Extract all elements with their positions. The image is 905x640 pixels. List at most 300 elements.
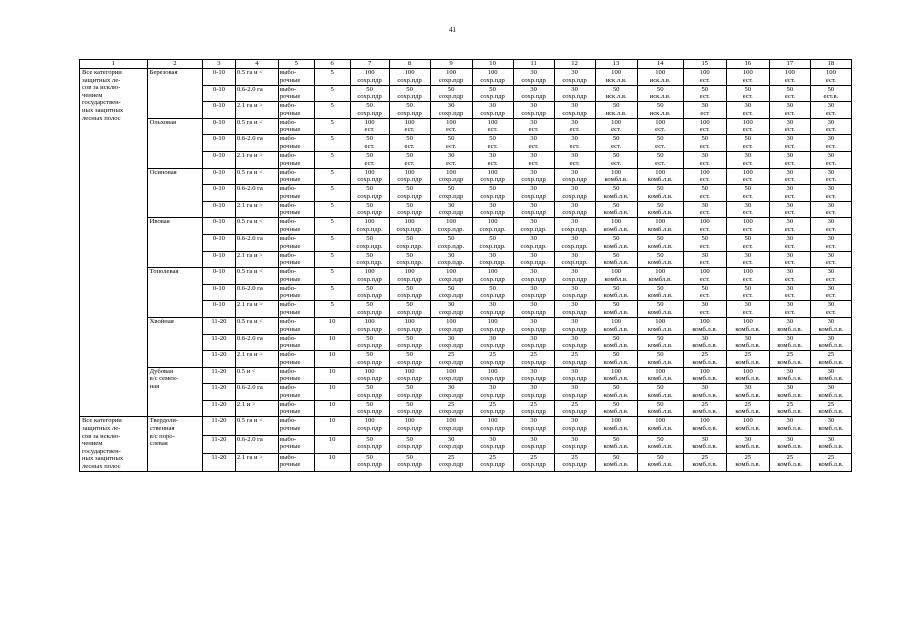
cell-line: 50 (366, 453, 373, 461)
cell-line: 100 (655, 168, 666, 176)
area-cell: 0.5 га и < (235, 218, 278, 235)
cell-line: выбо- (279, 135, 297, 143)
cell-line: сохр.пдр (521, 76, 546, 84)
cell-line: 50 (366, 102, 373, 110)
cell-line: комб.л.в. (647, 443, 673, 451)
cell-line: 100 (784, 69, 795, 76)
column-header: 2 (147, 60, 202, 69)
cell-line: сохр.пдр (480, 176, 505, 184)
value-cell (637, 102, 683, 119)
cell-line: сохр.пдр (480, 425, 505, 433)
cell-line: ест (700, 109, 710, 117)
cell-line: комб.л.в. (735, 391, 761, 399)
cell-line: сохр.пдр (521, 408, 546, 416)
cell-line: комб.л.в. (692, 375, 718, 383)
cell-line: 100 (446, 317, 457, 325)
cell-line: 30 (786, 268, 794, 276)
cell-line: сохр.пдр (397, 176, 422, 184)
cell-line: 50 (366, 435, 373, 443)
value-cell (554, 334, 595, 351)
area-cell: 2.1 га и > (235, 251, 278, 268)
cell-line: 30 (447, 301, 455, 309)
cell-line: комб.л.в. (603, 192, 629, 200)
cell-line: 50 (656, 102, 664, 110)
value-cell (595, 284, 637, 301)
value-cell (683, 417, 726, 435)
cell-line: 50 (366, 151, 373, 159)
cell-line: сохр.пдр (521, 292, 546, 300)
value-cell (554, 185, 595, 202)
value-cell (472, 351, 513, 368)
value-cell (595, 417, 637, 435)
cut-type-cell (278, 400, 314, 417)
cell-line: ест. (487, 126, 498, 134)
value-cell (430, 334, 472, 351)
cell-line: ест. (784, 159, 795, 167)
value-cell (769, 185, 810, 202)
value-cell (595, 367, 637, 384)
cell-line: сохр.пдр (397, 292, 422, 300)
cut-type-cell (278, 334, 314, 351)
cell-line: 30 (571, 435, 578, 443)
cell-line: комб.л.в. (603, 209, 629, 217)
cell-line: ест. (825, 209, 836, 217)
cell-line: 50 (612, 400, 620, 408)
cell-line: сохр.пдр (357, 375, 382, 383)
term-cell: 10 (314, 317, 350, 334)
cell-line: 30 (530, 85, 537, 93)
cell-line: рочные (279, 342, 301, 350)
cell-line: 50 (406, 185, 413, 193)
value-cell (389, 135, 430, 152)
species-cell (147, 168, 202, 218)
cell-line: 100 (611, 317, 622, 325)
value-cell (350, 218, 389, 235)
cut-type-cell (278, 185, 314, 202)
value-cell (430, 301, 472, 318)
cell-line: сохр.пдр (521, 443, 546, 451)
cell-line: 30 (786, 367, 794, 375)
cell-line: ная (149, 382, 160, 390)
cell-line: 50 (366, 185, 373, 193)
cell-line: ест. (528, 142, 539, 150)
cell-line: ест. (699, 93, 710, 101)
cell-line: 30 (827, 185, 835, 193)
cell-line: ных защитных (82, 106, 124, 114)
cut-type-cell (278, 453, 314, 471)
cell-line: 30 (571, 185, 578, 193)
cell-line: комб.л.в. (603, 292, 629, 300)
cell-line: ест. (825, 76, 836, 84)
value-cell (513, 367, 554, 384)
cell-line: 100 (655, 218, 666, 226)
cell-line: ест. (446, 126, 457, 134)
value-cell (595, 69, 637, 86)
value-cell (430, 384, 472, 401)
cell-line: сохр.пдр (397, 375, 422, 383)
cell-line: 50 (406, 334, 413, 342)
value-cell (472, 251, 513, 268)
cell-line: комб.л.в. (647, 259, 673, 267)
cell-line: 30 (701, 435, 709, 443)
value-cell (769, 334, 810, 351)
value-cell (637, 201, 683, 218)
value-cell (683, 85, 726, 102)
column-header: 7 (350, 60, 389, 69)
cell-line: 30 (744, 251, 752, 259)
cell-line: 30 (447, 201, 455, 209)
value-cell (554, 135, 595, 152)
table-row (80, 168, 852, 185)
cell-line: сохр.пдр (438, 308, 464, 316)
term-cell: 5 (314, 85, 350, 102)
age-cell: 0-10 (203, 251, 236, 268)
cell-line: 50 (447, 284, 455, 292)
value-cell (389, 168, 430, 185)
column-header: 9 (430, 60, 472, 69)
cell-line: ест. (364, 159, 375, 167)
cell-line: Все категории (82, 417, 122, 425)
cell-line: комб.л.в. (647, 325, 673, 333)
value-cell (513, 151, 554, 168)
value-cell (637, 268, 683, 285)
cell-line: комб.л.в. (818, 391, 844, 399)
value-cell (683, 384, 726, 401)
cell-line: 30 (786, 201, 794, 209)
cell-line: 50 (366, 201, 373, 209)
cell-line: сохр.пдр (397, 76, 422, 84)
cell-line: выбо- (279, 168, 297, 176)
cell-line: 100 (446, 118, 457, 126)
cell-line: ест. (742, 225, 753, 233)
term-cell: 10 (314, 384, 350, 401)
area-cell: 0.5 га и < (235, 268, 278, 285)
age-cell: 0-10 (203, 284, 236, 301)
area-cell: 2.1 га и > (235, 102, 278, 119)
cell-line: 25 (701, 351, 709, 359)
table-row (80, 268, 852, 285)
cell-line: сохр.пдр (357, 358, 382, 366)
value-cell (350, 384, 389, 401)
cut-type-cell (278, 268, 314, 285)
value-cell (769, 367, 810, 384)
cell-line: комб.л.в. (647, 308, 673, 316)
value-cell (350, 301, 389, 318)
cell-line: 100 (699, 268, 710, 276)
value-cell (472, 367, 513, 384)
cell-line: выбо- (279, 118, 297, 126)
cell-line: 100 (699, 168, 710, 176)
value-cell (513, 234, 554, 251)
cell-line: в/с поро- (149, 432, 175, 440)
value-cell (350, 151, 389, 168)
cell-line: выбо- (279, 251, 297, 259)
cell-line: ест. (825, 126, 836, 134)
cell-line: 30 (571, 102, 578, 110)
value-cell (554, 384, 595, 401)
cell-line: 30 (530, 185, 537, 193)
page-number: 41 (449, 26, 456, 34)
value-cell (513, 317, 554, 334)
cell-line: 50 (612, 453, 620, 461)
cell-line: рочные (279, 242, 301, 250)
cell-line: рочные (279, 142, 301, 150)
cell-line: сохр.пдр (357, 443, 382, 451)
cell-line: комб.л.в. (818, 425, 844, 433)
cell-line: комб.л.в. (735, 375, 761, 383)
cell-line: выбо- (279, 151, 297, 159)
cell-line: 30 (786, 384, 794, 392)
value-cell (726, 301, 769, 318)
cell-line: 30 (827, 367, 835, 375)
cell-line: ест. (569, 126, 580, 134)
value-cell (769, 417, 810, 435)
cell-line: сохр.пдр (562, 342, 587, 350)
cell-line: ест. (825, 225, 836, 233)
cut-type-cell (278, 417, 314, 435)
cell-line: сохр.пдр (521, 461, 546, 469)
value-cell (389, 317, 430, 334)
cell-line: сохр.пдр. (396, 225, 423, 233)
value-cell (769, 118, 810, 135)
value-cell (350, 234, 389, 251)
cell-line: комб.л.в. (647, 461, 673, 469)
value-cell (513, 135, 554, 152)
cell-line: 50 (612, 284, 620, 292)
cell-line: ест. (699, 225, 710, 233)
cell-line: 30 (530, 435, 537, 443)
cell-line: ест. (742, 259, 753, 267)
age-cell: 0-10 (203, 234, 236, 251)
value-cell (513, 417, 554, 435)
cell-line: 30 (786, 118, 794, 126)
cell-line: комб.л.в. (647, 425, 673, 433)
cell-line: ест. (742, 126, 753, 134)
cell-line: 50 (366, 284, 373, 292)
cell-line: рочные (279, 358, 301, 366)
value-cell (554, 168, 595, 185)
value-cell (350, 417, 389, 435)
area-cell: 0.5 га и < (235, 317, 278, 334)
cell-line: сохр.пдр (521, 342, 546, 350)
cell-line: слевая (149, 440, 168, 448)
cell-line: иск.л.в. (605, 93, 627, 101)
cell-line: Дубовая (149, 367, 174, 375)
value-cell (554, 435, 595, 453)
value-cell (513, 218, 554, 235)
species-cell (147, 118, 202, 168)
cell-line: иск.л.в. (605, 76, 627, 84)
value-cell (726, 317, 769, 334)
cell-line: выбо- (279, 334, 297, 342)
cell-line: 30 (827, 301, 835, 309)
value-cell (472, 118, 513, 135)
cell-line: выбо- (279, 284, 297, 292)
value-cell (389, 351, 430, 368)
cell-line: 100 (487, 367, 498, 375)
cell-line: сохр.пдр (397, 93, 422, 101)
value-cell (389, 201, 430, 218)
cell-line: ест. (487, 142, 498, 150)
cell-line: 50 (612, 135, 620, 143)
cell-line: 30 (530, 268, 537, 276)
value-cell (472, 135, 513, 152)
cell-line: иск.л.в. (649, 76, 671, 84)
value-cell (683, 435, 726, 453)
cell-line: сохр.пдр (397, 461, 422, 469)
cell-line: Ольховая (149, 118, 177, 126)
cell-line: комб.л.в. (777, 461, 803, 469)
cell-line: 50 (489, 284, 496, 292)
cell-line: 100 (487, 118, 498, 126)
value-cell (810, 151, 851, 168)
value-cell (430, 168, 472, 185)
value-cell (389, 218, 430, 235)
cell-line: 100 (487, 317, 498, 325)
cell-line: комб.л.в. (692, 358, 718, 366)
area-cell: 0.6-2.0 га (235, 85, 278, 102)
cell-line: сохр.пдр (521, 275, 546, 283)
value-cell (513, 435, 554, 453)
value-cell (683, 400, 726, 417)
cell-line: 30 (827, 417, 835, 425)
cell-line: 50 (701, 135, 709, 143)
cell-line: ест. (825, 159, 836, 167)
species-cell (147, 268, 202, 318)
cell-line: ест. (784, 225, 795, 233)
table-row (80, 417, 852, 435)
value-cell (810, 102, 851, 119)
cell-line: 25 (489, 351, 496, 359)
value-cell (554, 400, 595, 417)
cell-line: 100 (742, 268, 753, 276)
cell-line: 50 (406, 351, 413, 359)
age-cell: 11-20 (203, 417, 236, 435)
cell-line: комб.л.в. (818, 443, 844, 451)
cell-line: ест. (569, 142, 580, 150)
cell-line: 30 (786, 102, 794, 110)
value-cell (769, 400, 810, 417)
cell-line: 100 (364, 168, 375, 176)
value-cell (810, 384, 851, 401)
cell-line: 50 (612, 384, 620, 392)
value-cell (350, 102, 389, 119)
cell-line: ест. (487, 159, 498, 167)
value-cell (637, 367, 683, 384)
cell-line: 100 (699, 417, 710, 425)
term-cell: 5 (314, 301, 350, 318)
cell-line: 30 (827, 384, 835, 392)
value-cell (513, 284, 554, 301)
cell-line: 30 (786, 135, 794, 143)
cell-line: ест. (611, 126, 622, 134)
value-cell (810, 218, 851, 235)
cut-type-cell (278, 367, 314, 384)
cell-line: сохр.пдр (480, 408, 505, 416)
cell-line: 30 (827, 102, 835, 110)
cell-line: комб.л.в. (647, 342, 673, 350)
cut-type-cell (278, 351, 314, 368)
value-cell (430, 185, 472, 202)
cell-line: ест. (825, 242, 836, 250)
cell-line: 50 (406, 151, 413, 159)
cell-line: 100 (364, 69, 375, 76)
cell-line: ест. (825, 176, 836, 184)
cell-line: сохр.пдр (521, 176, 546, 184)
cut-type-cell (278, 151, 314, 168)
value-cell (430, 284, 472, 301)
cell-line: 30 (530, 417, 537, 425)
cell-line: ест. (655, 159, 666, 167)
cell-line: комб.л.в. (818, 408, 844, 416)
cell-line: 30 (530, 218, 537, 226)
cell-line: ест. (784, 242, 795, 250)
cell-line: 30 (530, 69, 537, 76)
value-cell (595, 218, 637, 235)
value-cell (430, 201, 472, 218)
value-cell (683, 201, 726, 218)
value-cell (513, 384, 554, 401)
value-cell (472, 234, 513, 251)
cell-line: 30 (701, 201, 709, 209)
cell-line: 30 (744, 102, 752, 110)
cell-line: ест. (699, 126, 710, 134)
cell-line: комб.л.в. (777, 391, 803, 399)
value-cell (554, 317, 595, 334)
cell-line: 100 (655, 417, 666, 425)
cell-line: комб.л.в. (603, 391, 629, 399)
cell-line: 50 (406, 102, 413, 110)
value-cell (389, 251, 430, 268)
cell-line: 50 (656, 284, 664, 292)
cell-line: комбл.в. (604, 275, 628, 283)
value-cell (726, 367, 769, 384)
cell-line: выбо- (279, 268, 297, 276)
cell-line: 50 (406, 453, 413, 461)
value-cell (726, 334, 769, 351)
cell-line: сохр.пдр. (356, 242, 383, 250)
cell-line: ест. (699, 259, 710, 267)
value-cell (595, 317, 637, 334)
cell-line: 100 (487, 218, 498, 226)
value-cell (472, 284, 513, 301)
cell-line: комб.л.в. (735, 443, 761, 451)
cell-line: 50 (406, 234, 413, 242)
cell-line: 100 (742, 218, 753, 226)
value-cell (595, 334, 637, 351)
cell-line: сохр.пдр (397, 443, 422, 451)
value-cell (769, 384, 810, 401)
value-cell (810, 301, 851, 318)
value-cell (769, 85, 810, 102)
cell-line: ест. (699, 292, 710, 300)
cell-line: комб.л.в. (647, 358, 673, 366)
cell-line: 30 (571, 168, 578, 176)
cell-line: 30 (786, 185, 794, 193)
value-cell (430, 118, 472, 135)
value-cell (472, 151, 513, 168)
cell-line: ест. (784, 76, 795, 84)
cell-line: 30 (786, 301, 794, 309)
cell-line: 50 (656, 251, 664, 259)
value-cell (554, 251, 595, 268)
cell-line: 30 (701, 251, 709, 259)
cell-line: 50 (366, 384, 373, 392)
cell-line: 100 (611, 168, 622, 176)
value-cell (637, 151, 683, 168)
value-cell (513, 168, 554, 185)
cell-line: комб.л.в. (603, 443, 629, 451)
